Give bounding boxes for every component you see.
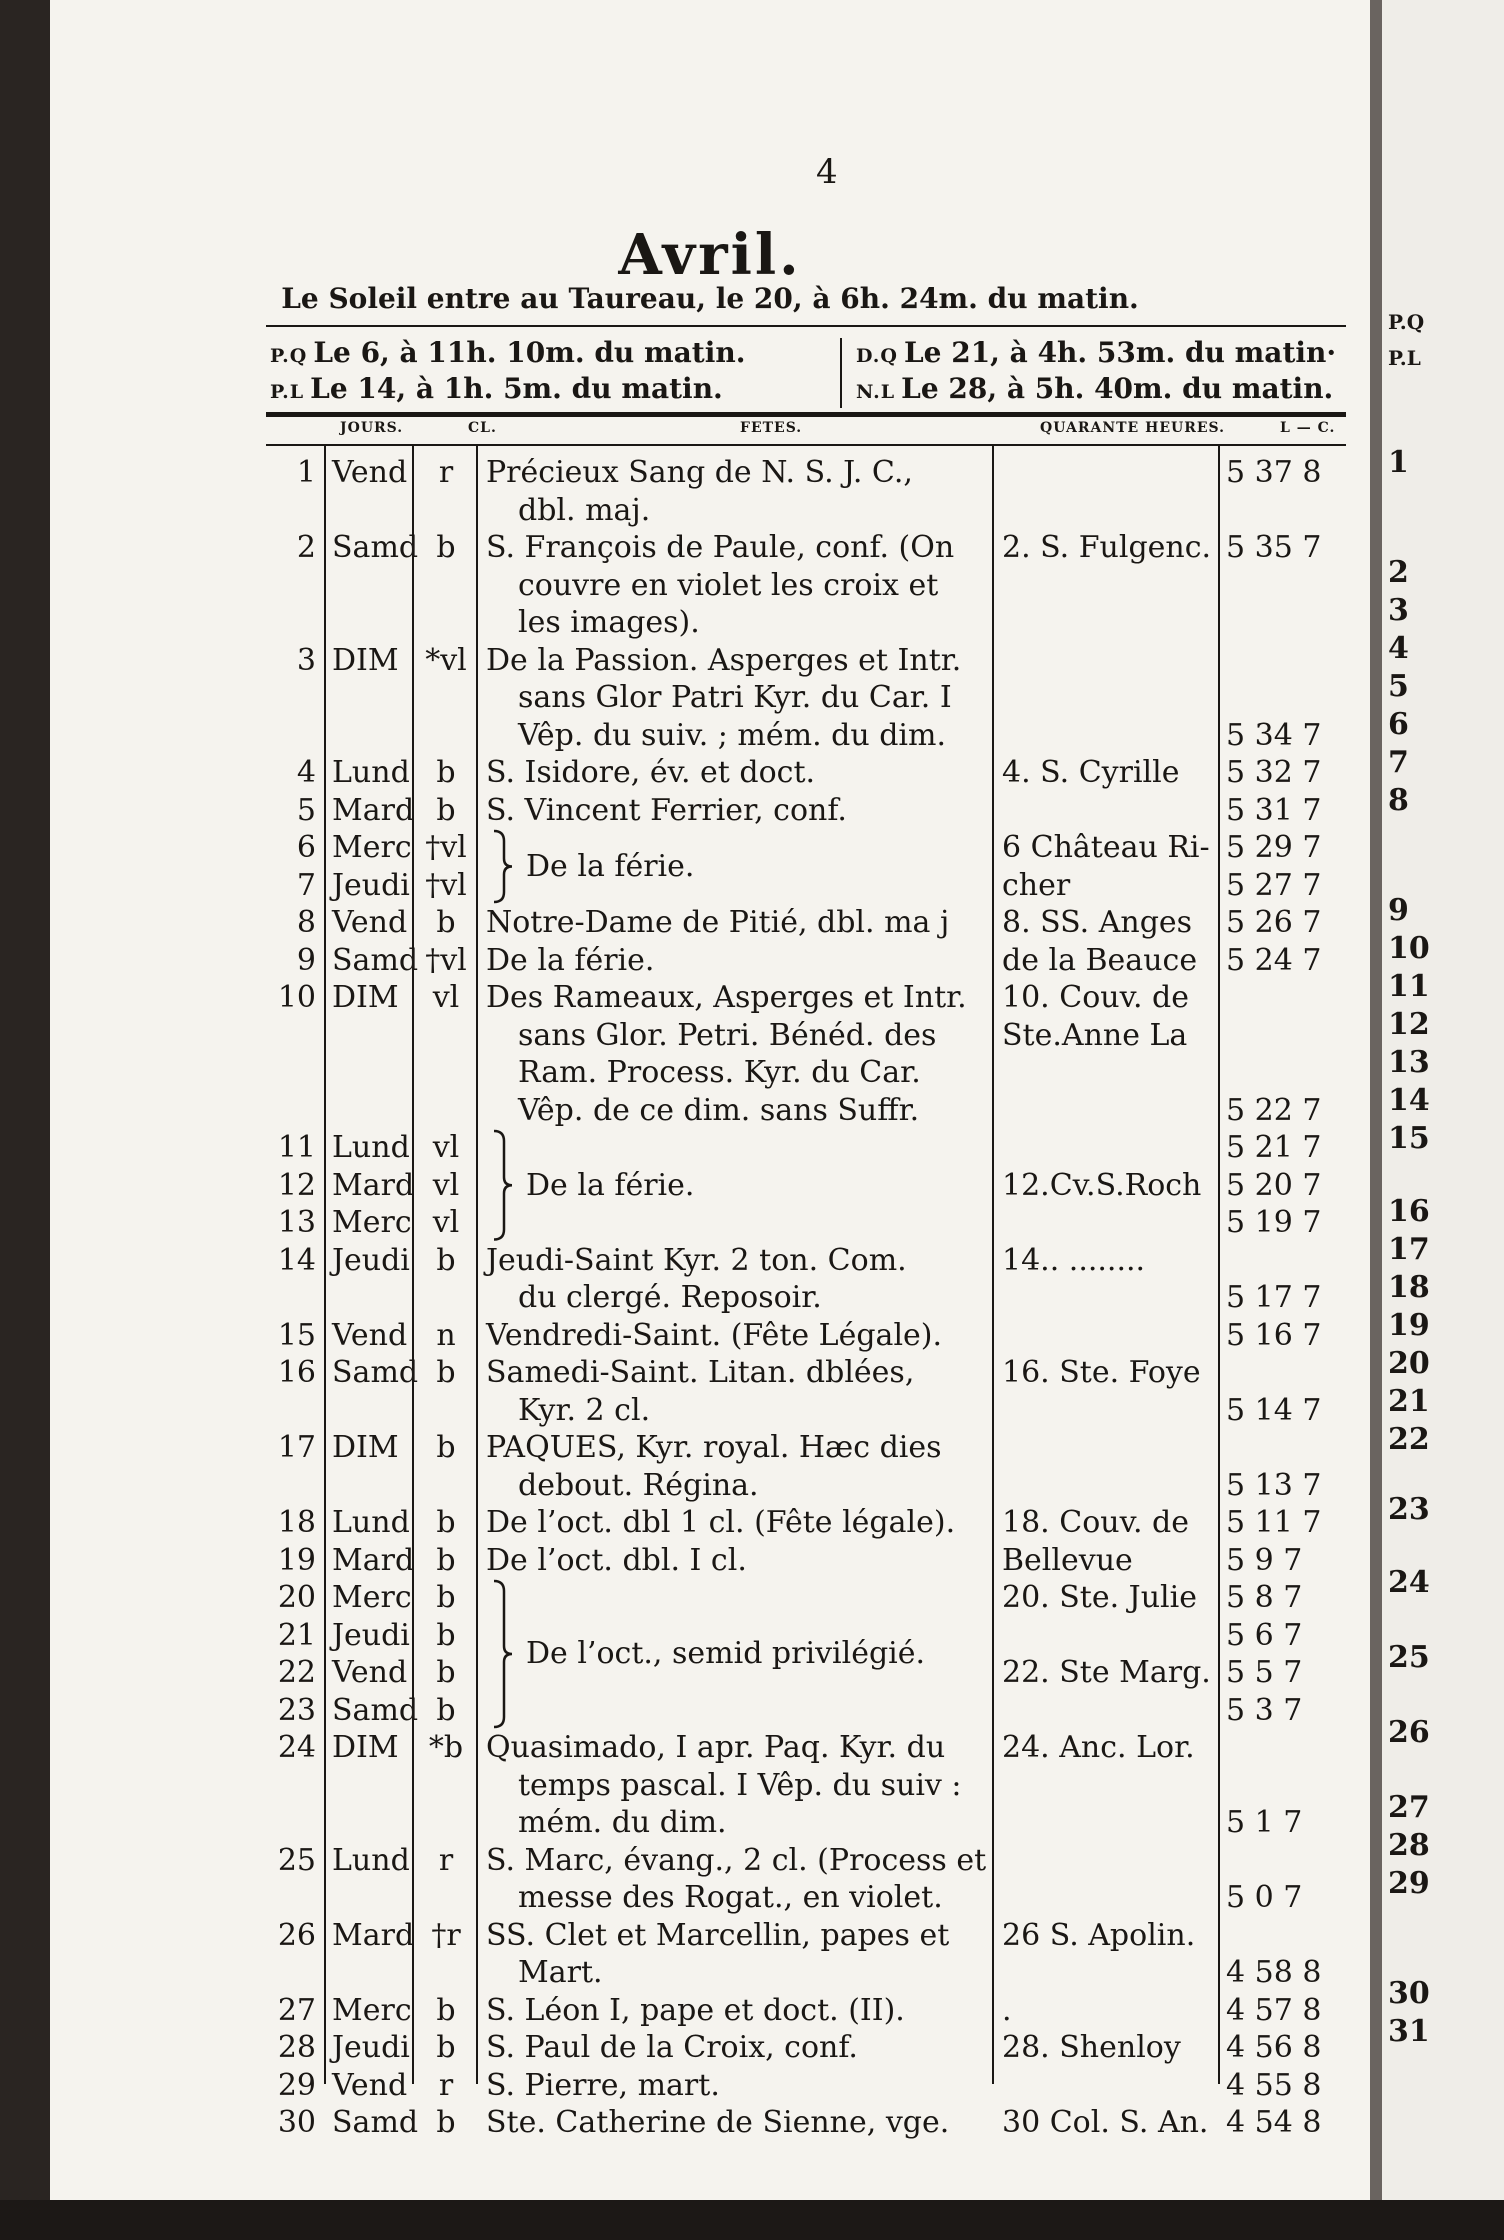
ferie-6-7-brace — [490, 829, 514, 904]
feast-text: S. Isidore, év. et doct. — [486, 755, 816, 790]
liturgical-class: b — [436, 1580, 456, 1615]
day-number: 13 — [277, 1205, 316, 1240]
weekday: Merc — [332, 830, 412, 865]
day-number: 21 — [277, 1617, 316, 1653]
quarante-heures: de la Beauce — [1002, 942, 1198, 978]
liturgical-class: b — [436, 2105, 456, 2140]
next-page-day-number: 30 — [1388, 1976, 1430, 2011]
book-spine — [1370, 0, 1382, 2200]
weekday: Merc — [332, 1580, 412, 1615]
sun-entry: Le Soleil entre au Taureau, le 20, à 6h. 24m. du matin. — [281, 282, 1139, 315]
liturgical-class: vl — [432, 1205, 460, 1240]
quarante-heures: 24. Anc. Lor. — [1002, 1730, 1195, 1765]
liturgical-class: b — [436, 792, 456, 828]
quarante-heures: 26 S. Apolin. — [1002, 1917, 1196, 1953]
day-number: 22 — [277, 1655, 316, 1690]
feast-text: S. Léon I, pape et doct. (II). — [486, 1992, 905, 2028]
feast-text: De l’oct. dbl 1 cl. (Fête légale). — [486, 1505, 956, 1540]
weekday: DIM — [332, 980, 399, 1015]
feast-text: Vendredi-Saint. (Fête Légale). — [486, 1317, 943, 1353]
liturgical-class: vl — [432, 980, 460, 1015]
weekday: Vend — [332, 2067, 408, 2103]
octave-20-23-label: De l’oct., semid privilégié. — [526, 1636, 926, 1672]
feast-text: couvre en violet les croix et — [518, 567, 939, 603]
col-head-lc: L — C. — [1280, 420, 1336, 436]
next-page-day-number: 10 — [1388, 931, 1430, 966]
liturgical-class: b — [436, 530, 456, 565]
feast-text: PAQUES, Kyr. royal. Hæc dies — [486, 1430, 942, 1465]
next-page-day-number: 22 — [1388, 1422, 1430, 1457]
weekday: Jeudi — [332, 1617, 410, 1653]
liturgical-class: r — [438, 455, 454, 490]
next-page-day-number: 7 — [1388, 745, 1409, 780]
day-number: 20 — [277, 1580, 316, 1615]
day-number: 15 — [277, 1317, 316, 1353]
liturgical-class: n — [436, 1317, 456, 1353]
col-line-1 — [324, 444, 326, 2084]
weekday: Lund — [332, 1505, 410, 1540]
quarante-heures: 8. SS. Anges — [1002, 905, 1193, 940]
next-page-day-number: 28 — [1388, 1828, 1430, 1863]
feast-text: De la Passion. Asperges et Intr. — [486, 642, 962, 678]
day-number: 9 — [296, 942, 316, 978]
left-page — [50, 0, 1370, 2200]
feast-text: dbl. maj. — [518, 492, 651, 528]
feast-text: les images). — [518, 605, 700, 640]
sun-rise-set: 5 6 7 — [1226, 1617, 1303, 1653]
sun-rise-set: 5 14 7 — [1226, 1392, 1322, 1428]
quarante-heures: cher — [1002, 867, 1071, 903]
feast-text: De l’oct. dbl. I cl. — [486, 1542, 747, 1578]
weekday: Merc — [332, 1205, 412, 1240]
feast-text: S. François de Paule, conf. (On — [486, 530, 955, 565]
day-number: 8 — [296, 905, 316, 940]
next-page-day-number: 23 — [1388, 1492, 1430, 1527]
day-number: 5 — [296, 792, 316, 828]
liturgical-class: †r — [431, 1917, 461, 1953]
feast-text: du clergé. Reposoir. — [518, 1280, 822, 1315]
next-page-day-number: 4 — [1388, 631, 1409, 666]
col-head-quarante: QUARANTE HEURES. — [1040, 420, 1225, 436]
feast-text: Quasimado, I apr. Paq. Kyr. du — [486, 1730, 946, 1765]
day-number: 25 — [277, 1842, 316, 1878]
quarante-heures: 6 Château Ri- — [1002, 830, 1210, 865]
weekday: Samd — [332, 2105, 419, 2140]
page-number: 4 — [816, 152, 838, 192]
quarante-heures: 22. Ste Marg. — [1002, 1655, 1211, 1690]
next-page-day-number: 13 — [1388, 1045, 1430, 1080]
weekday: Lund — [332, 1842, 410, 1878]
liturgical-class: b — [436, 1430, 456, 1465]
quarante-heures: 4. S. Cyrille — [1002, 755, 1180, 790]
weekday: Samd — [332, 530, 419, 565]
weekday: Samd — [332, 942, 419, 978]
next-page-day-number: 1 — [1388, 445, 1409, 480]
liturgical-class: b — [436, 1242, 456, 1278]
next-page-day-number: 18 — [1388, 1270, 1430, 1305]
sun-rise-set: 5 17 7 — [1226, 1280, 1322, 1315]
liturgical-class: b — [436, 755, 456, 790]
feast-text: Ste. Catherine de Sienne, vge. — [486, 2105, 950, 2140]
sun-rise-set: 4 54 8 — [1226, 2105, 1322, 2140]
next-page-day-number: 24 — [1388, 1565, 1430, 1600]
liturgical-class: b — [436, 1505, 456, 1540]
next-page-day-number: 11 — [1388, 969, 1430, 1004]
weekday: Mard — [332, 792, 415, 828]
liturgical-class: b — [436, 1542, 456, 1578]
sun-rise-set: 5 27 7 — [1226, 867, 1322, 903]
liturgical-class: b — [436, 2030, 456, 2065]
sun-rise-set: 5 19 7 — [1226, 1205, 1322, 1240]
ferie-6-7-label: De la férie. — [526, 848, 695, 884]
day-number: 14 — [277, 1242, 316, 1278]
weekday: Samd — [332, 1355, 419, 1390]
weekday: Mard — [332, 1542, 415, 1578]
sun-rise-set: 5 13 7 — [1226, 1467, 1322, 1503]
next-page-day-number: 9 — [1388, 893, 1409, 928]
next-page-day-number: 15 — [1388, 1121, 1430, 1156]
sun-rise-set: 5 20 7 — [1226, 1167, 1322, 1203]
col-head-jours: JOURS. — [340, 420, 404, 436]
sun-rise-set: 4 55 8 — [1226, 2067, 1322, 2103]
liturgical-class: b — [436, 1617, 456, 1653]
header-rule-thick — [266, 412, 1346, 417]
feast-text: sans Glor. Petri. Bénéd. des — [518, 1017, 937, 1053]
month-title: Avril. — [618, 222, 802, 288]
phase-pl: P.L Le 14, à 1h. 5m. du matin. — [270, 372, 723, 405]
sun-rise-set: 4 56 8 — [1226, 2030, 1322, 2065]
quarante-heures: 28. Shenloy — [1002, 2030, 1181, 2065]
sun-rise-set: 5 32 7 — [1226, 755, 1322, 790]
day-number: 2 — [296, 530, 316, 565]
feast-text: S. Paul de la Croix, conf. — [486, 2030, 858, 2065]
ferie-11-13-label: De la férie. — [526, 1167, 695, 1203]
phase-dq: D.Q Le 21, à 4h. 53m. du matin· — [856, 336, 1337, 369]
phase-nl: N.L Le 28, à 5h. 40m. du matin. — [856, 372, 1334, 405]
phase-pq: P.Q Le 6, à 11h. 10m. du matin. — [270, 336, 746, 369]
weekday: Lund — [332, 1130, 410, 1165]
feast-text: Vêp. du suiv. ; mém. du dim. — [518, 717, 946, 753]
day-number: 24 — [277, 1730, 316, 1765]
weekday: DIM — [332, 1430, 399, 1465]
weekday: Jeudi — [332, 2030, 410, 2065]
liturgical-class: r — [438, 1842, 454, 1878]
liturgical-class: †vl — [425, 830, 467, 865]
feast-text: Vêp. de ce dim. sans Suffr. — [518, 1092, 920, 1128]
weekday: Mard — [332, 1167, 415, 1203]
day-number: 26 — [277, 1917, 316, 1953]
sun-rise-set: 5 11 7 — [1226, 1505, 1322, 1540]
day-number: 6 — [296, 830, 316, 865]
day-number: 27 — [277, 1992, 316, 2028]
liturgical-class: b — [436, 1655, 456, 1690]
weekday: Jeudi — [332, 867, 410, 903]
day-number: 11 — [277, 1130, 316, 1165]
right-page-edge — [1382, 0, 1504, 2200]
feast-text: Kyr. 2 cl. — [518, 1392, 651, 1428]
liturgical-class: b — [436, 1992, 456, 2028]
sun-rise-set: 5 0 7 — [1226, 1880, 1303, 1915]
sun-rise-set: 5 22 7 — [1226, 1092, 1322, 1128]
next-page-day-number: 20 — [1388, 1346, 1430, 1381]
liturgical-class: b — [436, 905, 456, 940]
sun-rise-set: 5 3 7 — [1226, 1692, 1303, 1728]
feast-text: Mart. — [518, 1955, 603, 1990]
quarante-heures: 12.Cv.S.Roch — [1002, 1167, 1202, 1203]
liturgical-class: b — [436, 1692, 456, 1728]
next-page-day-number: 29 — [1388, 1866, 1430, 1901]
sun-rise-set: 5 29 7 — [1226, 830, 1322, 865]
quarante-heures: 10. Couv. de — [1002, 980, 1190, 1015]
liturgical-class: †vl — [425, 942, 467, 978]
quarante-heures: 18. Couv. de — [1002, 1505, 1190, 1540]
feast-text: Des Rameaux, Asperges et Intr. — [486, 980, 967, 1015]
header-rule-top — [266, 325, 1346, 327]
next-page-day-number: 31 — [1388, 2014, 1430, 2049]
sun-rise-set: 5 35 7 — [1226, 530, 1322, 565]
feast-text: S. Pierre, mart. — [486, 2067, 720, 2103]
feast-text: De la férie. — [486, 942, 655, 978]
weekday: Vend — [332, 905, 408, 940]
quarante-heures: 14.. ........ — [1002, 1242, 1146, 1278]
day-number: 3 — [296, 642, 316, 678]
sun-rise-set: 5 5 7 — [1226, 1655, 1303, 1690]
next-page-day-number: 12 — [1388, 1007, 1430, 1042]
liturgical-class: *b — [428, 1730, 464, 1765]
weekday: Mard — [332, 1917, 415, 1953]
sun-rise-set: 5 31 7 — [1226, 792, 1322, 828]
quarante-heures: 16. Ste. Foye — [1002, 1355, 1201, 1390]
day-number: 4 — [296, 755, 316, 790]
feast-text: S. Marc, évang., 2 cl. (Process et — [486, 1842, 987, 1878]
weekday: Samd — [332, 1692, 419, 1728]
day-number: 19 — [277, 1542, 316, 1578]
feast-text: mém. du dim. — [518, 1805, 727, 1840]
col-head-cl: CL. — [468, 420, 497, 436]
feast-text: debout. Régina. — [518, 1467, 759, 1503]
next-page-day-number: 17 — [1388, 1232, 1430, 1267]
sun-rise-set: 5 8 7 — [1226, 1580, 1303, 1615]
next-page-day-number: 25 — [1388, 1640, 1430, 1675]
liturgical-class: vl — [432, 1167, 460, 1203]
feast-text: S. Vincent Ferrier, conf. — [486, 792, 847, 828]
weekday: DIM — [332, 1730, 399, 1765]
scan-bottom-edge — [0, 2200, 1504, 2240]
weekday: Jeudi — [332, 1242, 410, 1278]
sun-rise-set: 5 34 7 — [1226, 717, 1322, 753]
liturgical-class: vl — [432, 1130, 460, 1165]
weekday: Lund — [332, 755, 410, 790]
feast-text: Samedi-Saint. Litan. dblées, — [486, 1355, 915, 1390]
next-page-day-number: 21 — [1388, 1384, 1430, 1419]
feast-text: SS. Clet et Marcellin, papes et — [486, 1917, 950, 1953]
sun-rise-set: 5 21 7 — [1226, 1130, 1322, 1165]
next-page-phase-pl: P.L — [1388, 346, 1421, 370]
feast-text: messe des Rogat., en violet. — [518, 1880, 943, 1915]
sun-rise-set: 5 1 7 — [1226, 1805, 1303, 1840]
liturgical-class: *vl — [425, 642, 467, 678]
quarante-heures: 2. S. Fulgenc. — [1002, 530, 1212, 565]
feast-text: Ram. Process. Kyr. du Car. — [518, 1055, 921, 1090]
octave-20-23-brace — [490, 1579, 514, 1729]
day-number: 12 — [277, 1167, 316, 1203]
next-page-day-number: 2 — [1388, 555, 1409, 590]
sun-rise-set: 4 58 8 — [1226, 1955, 1322, 1990]
next-page-day-number: 26 — [1388, 1715, 1430, 1750]
feast-text: Précieux Sang de N. S. J. C., — [486, 455, 913, 490]
quarante-heures: . — [1002, 1992, 1012, 2028]
weekday: DIM — [332, 642, 399, 678]
col-head-fetes: FETES. — [740, 420, 803, 436]
sun-rise-set: 5 9 7 — [1226, 1542, 1303, 1578]
day-number: 18 — [277, 1505, 316, 1540]
day-number: 7 — [296, 867, 316, 903]
day-number: 1 — [296, 455, 316, 490]
sun-rise-set: 5 37 8 — [1226, 455, 1322, 490]
weekday: Merc — [332, 1992, 412, 2028]
next-page-phase-pq: P.Q — [1388, 310, 1425, 334]
liturgical-class: †vl — [425, 867, 467, 903]
next-page-day-number: 6 — [1388, 707, 1409, 742]
day-number: 17 — [277, 1430, 316, 1465]
sun-rise-set: 5 24 7 — [1226, 942, 1322, 978]
day-number: 28 — [277, 2030, 316, 2065]
weekday: Vend — [332, 1655, 408, 1690]
ferie-11-13-brace — [490, 1129, 514, 1242]
day-number: 10 — [277, 980, 316, 1015]
liturgical-class: r — [438, 2067, 454, 2103]
next-page-day-number: 16 — [1388, 1194, 1430, 1229]
next-page-day-number: 14 — [1388, 1083, 1430, 1118]
day-number: 29 — [277, 2067, 316, 2103]
quarante-heures: Ste.Anne La — [1002, 1017, 1188, 1053]
feast-text: Jeudi-Saint Kyr. 2 ton. Com. — [486, 1242, 907, 1278]
next-page-day-number: 3 — [1388, 593, 1409, 628]
sun-rise-set: 5 26 7 — [1226, 905, 1322, 940]
quarante-heures: 20. Ste. Julie — [1002, 1580, 1197, 1615]
day-number: 23 — [277, 1692, 316, 1728]
sun-rise-set: 5 16 7 — [1226, 1317, 1322, 1353]
quarante-heures: Bellevue — [1002, 1542, 1133, 1578]
day-number: 16 — [277, 1355, 316, 1390]
next-page-day-number: 19 — [1388, 1308, 1430, 1343]
next-page-day-number: 8 — [1388, 783, 1409, 818]
quarante-heures: 30 Col. S. An. — [1002, 2105, 1209, 2140]
phase-divider — [840, 338, 842, 408]
feast-text: temps pascal. I Vêp. du suiv : — [518, 1767, 962, 1803]
day-number: 30 — [277, 2105, 316, 2140]
liturgical-class: b — [436, 1355, 456, 1390]
weekday: Vend — [332, 455, 408, 490]
feast-text: sans Glor Patri Kyr. du Car. I — [518, 680, 952, 715]
sun-rise-set: 4 57 8 — [1226, 1992, 1322, 2028]
header-rule-bottom — [266, 444, 1346, 446]
weekday: Vend — [332, 1317, 408, 1353]
feast-text: Notre-Dame de Pitié, dbl. ma j — [486, 905, 950, 940]
next-page-day-number: 5 — [1388, 669, 1409, 704]
next-page-day-number: 27 — [1388, 1790, 1430, 1825]
